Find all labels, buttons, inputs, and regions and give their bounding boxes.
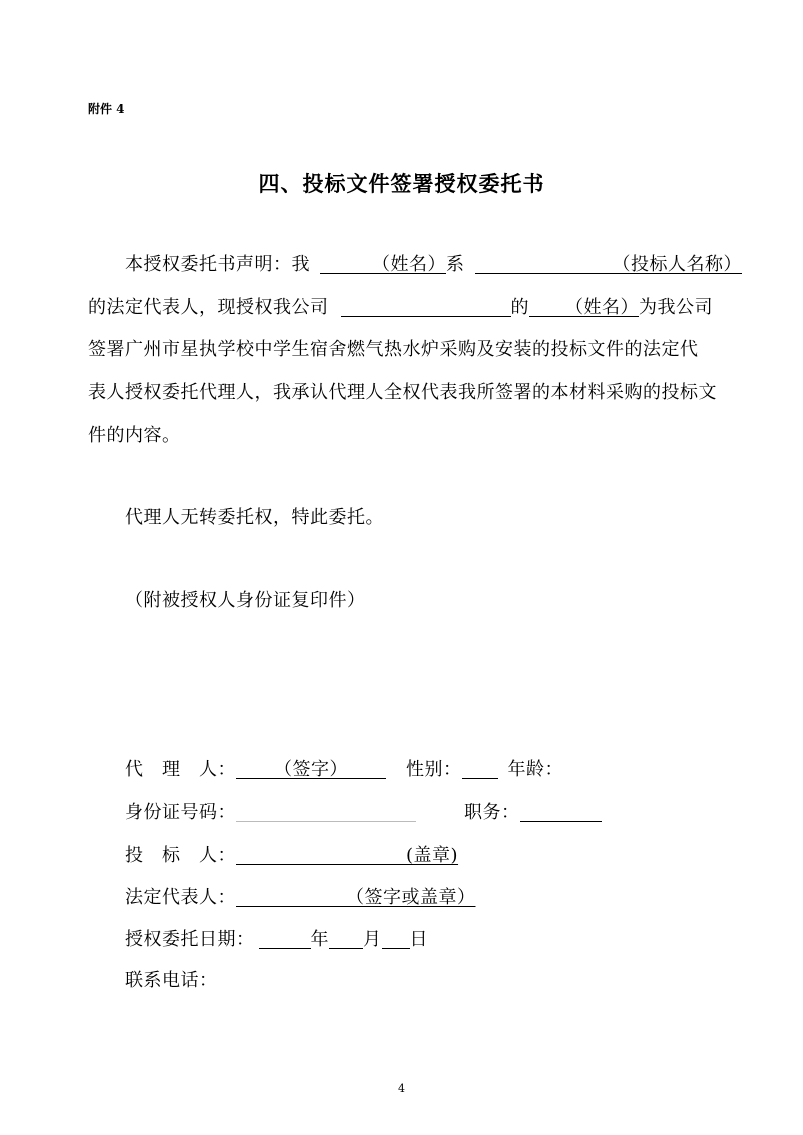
month-blank xyxy=(329,930,363,949)
para1-line5: 件的内容。 xyxy=(88,425,181,446)
gender-blank xyxy=(462,760,498,779)
name-hint: （姓名） xyxy=(565,297,639,318)
para1-line1 xyxy=(125,255,742,274)
para1-text: 为我公司 xyxy=(639,297,713,318)
position-label: 职务： xyxy=(464,802,520,823)
para1-text: 本授权委托书声明：我 xyxy=(125,254,310,275)
para1-line4: 表人授权委托代理人，我承认代理人全权代表我所签署的本材料采购的投标文 xyxy=(88,382,717,403)
attachment-label: 附件 4 xyxy=(88,102,125,116)
para1-text: 系 xyxy=(446,254,465,275)
bidder-blank xyxy=(236,846,406,865)
id-number-label: 身份证号码： xyxy=(125,802,236,823)
legal-rep-label: 法定代表人： xyxy=(125,887,236,908)
id-copy-note: （附被授权人身份证复印件） xyxy=(125,590,366,611)
para1-text: 的法定代表人，现授权我公司 xyxy=(88,297,329,318)
phone-row xyxy=(125,972,218,990)
gender-label: 性别： xyxy=(406,759,462,780)
name-hint: （姓名） xyxy=(372,254,446,275)
year-blank xyxy=(259,930,311,949)
position-blank xyxy=(520,803,602,822)
legal-rep-sign-hint: （签字或盖章） xyxy=(346,887,476,908)
bidder-label: 投 标 人： xyxy=(125,845,236,866)
page-title: 四、投标文件签署授权委托书 xyxy=(258,171,545,196)
para1-line3: 签署广州市星执学校中学生宿舍燃气热水炉采购及安装的投标文件的法定代 xyxy=(88,339,699,360)
no-subdelegation-text: 代理人无转委托权，特此委托。 xyxy=(125,507,384,528)
age-label: 年龄： xyxy=(507,759,563,780)
legal-rep-blank xyxy=(236,888,346,907)
para1-text: 的 xyxy=(510,297,529,318)
date-row xyxy=(125,930,428,949)
name-blank xyxy=(320,255,372,274)
name-blank xyxy=(529,298,565,317)
day-blank xyxy=(382,930,410,949)
agent-row xyxy=(125,760,563,779)
company-blank xyxy=(341,298,511,317)
agent-blank xyxy=(348,760,386,779)
year-label: 年 xyxy=(310,929,329,950)
date-label: 授权委托日期： xyxy=(125,929,255,950)
bidder-stamp-hint: (盖章) xyxy=(406,845,459,866)
agent-blank xyxy=(236,760,274,779)
id-number-blank xyxy=(236,803,416,822)
bidder-row xyxy=(125,846,458,865)
phone-label: 联系电话： xyxy=(125,970,218,991)
para1-line2 xyxy=(88,298,713,317)
bidder-blank xyxy=(475,255,613,274)
legal-rep-row xyxy=(125,888,476,907)
agent-sign-hint: （签字） xyxy=(274,759,348,780)
month-label: 月 xyxy=(363,929,382,950)
bidder-hint: （投标人名称） xyxy=(612,254,742,275)
agent-label: 代 理 人： xyxy=(125,759,236,780)
page-number: 4 xyxy=(398,1082,405,1095)
day-label: 日 xyxy=(409,929,428,950)
id-row xyxy=(125,803,602,822)
